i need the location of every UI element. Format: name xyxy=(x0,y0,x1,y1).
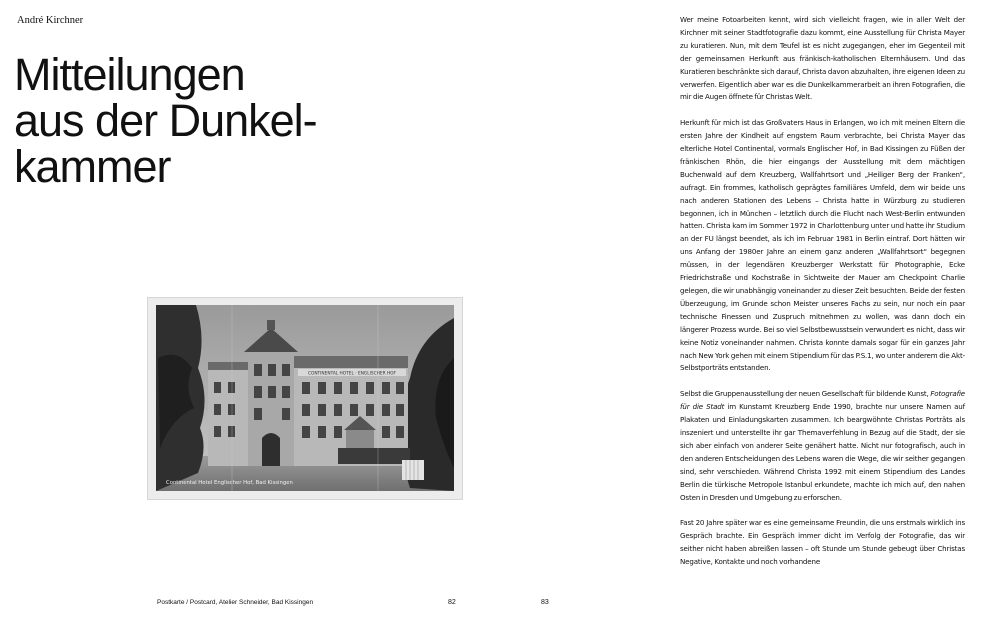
right-page xyxy=(500,0,1000,625)
paragraph-text: im Kunstamt Kreuzberg Ende 1990, brachte nur unsere Namen auf Plakaten und Einladungskarten zusammen. Ich beargwöhnte Christas Porträts als inszeniert und unterstellte ihr gar Themaverfehlung in Bezug auf die Stadt, der sie sich aber einfach von anderer Seite genähert hatte. Nicht nur fotografisch, auch in den anderen Entscheidungen des Lebens waren die Wege, die wir seither gegangen sind, sehr verschieden. Während Christa 1992 mit einem Stipendium des Landes Berlin die türkische Metropole Istanbul erkundete, machte ich mich auf, den nahen Osten in Dresden und Umgebung zu erforschen. xyxy=(680,402,966,502)
paragraph xyxy=(680,388,965,504)
postcard-photo xyxy=(147,297,463,500)
paragraph-text: Selbst die Gruppenausstellung der neuen Gesellschaft für bildende Kunst, xyxy=(680,389,931,399)
image-caption: Postkarte / Postcard, Atelier Schneider, Bad Kissingen xyxy=(157,599,314,606)
title-line: Mitteilungen xyxy=(14,49,245,100)
page-number: 83 xyxy=(541,599,549,606)
title-line: aus der Dunkel- xyxy=(14,95,317,146)
author-name: André Kirchner xyxy=(17,15,84,26)
page-number: 82 xyxy=(448,599,456,606)
hotel-sign-text: CONTINENTAL HOTEL · ENGLISCHER HOF xyxy=(307,371,397,377)
postcard-caption-text: Continental Hotel Englischer Hof, Bad Kissingen xyxy=(166,480,293,486)
title-line: kammer xyxy=(14,141,171,192)
paragraph: Fast 20 Jahre später war es eine gemeinsame Freundin, die uns erstmals wirklich ins Gespräch brachte. Ein Gespräch immer dicht im Verfolg der Fotografie, das wir seither nicht haben abreißen lassen – oft Stunde um Stunde gebeugt über Christas Negative, Kontakte und noch vorhandene xyxy=(680,518,965,567)
paragraph: Herkunft für mich ist das Großvaters Haus in Erlangen, wo ich mit meinen Eltern die ersten Jahre der Kindheit auf engstem Raum verbrachte, bei Christa Mayer das elterliche Hotel Continental, vormals Englischer Hof, in Bad Kissingen zu Füßen der fränkischen Rhön, die hier eingangs der Ausstellung mit dem mächtigen Buchenwald auf dem Kreuzberg, Wallfahrtsort und „Heiliger Berg der Franken“, aufragt. Ein frommes, katholisch geprägtes familiäres Umfeld, dem wir beide uns nach anderen Stationen des Lebens – Christa hatte in Würzburg zu studieren begonnen, ich in München – letztlich durch die Flucht nach West-Berlin entwunden hatten. Christa kam im Sommer 1972 in Charlottenburg unter und hatte ihr Studium an der FU längst beendet, als ich im Februar 1981 in Berlin eintraf. Dort hätten wir uns Anfang der 1980er Jahre an einem ganz anderen „Wallfahrtsort“ begegnen müssen, in der legendären Kreuzberger Werkstatt für Photographie, Ecke Friedrichstraße und Kochstraße in Sichtweite der Mauer am Checkpoint Charlie gelegen, die wir unabhängig voneinander zu dieser Zeit besuchten. Beide der festen Überzeugung, im Grunde schon Meister unseres Fachs zu sein, nur noch ein paar technische Finessen und Zuspruch mitnehmen zu wollen, was dann doch ein längerer Prozess wurde. Bei so viel Selbstbewusstsein verwundert es nicht, dass wir keine Notiz voneinander nahmen. Christa konnte damals sogar für ein ganzes Jahr nach New York gehen mit einem Stipendium für das P.S.1, wo unter anderem die Akt-Selbstporträts entstanden. xyxy=(680,118,965,373)
exhibition-title: Fotografie für die Stadt xyxy=(680,389,965,412)
hotel-postcard-image xyxy=(148,298,462,499)
article-title xyxy=(14,49,317,192)
article-body xyxy=(680,14,965,582)
paragraph: Wer meine Fotoarbeiten kennt, wird sich vielleicht fragen, wie in aller Welt der Kirchner mit seiner Stadtfotografie dazu kommt, eine Ausstellung für Christa Mayer zu kuratieren. Nun, mit dem Teufel ist es nicht zugegangen, eher im Gegenteil mit der gemeinsamen Herkunft aus fränkisch-katholischen Elternhäusern. Und das Kuratieren beschränkte sich darauf, Christa davon abzuhalten, ihre eigenen Ideen zu verwerfen. Eigentlich aber war es die Dunkelkammerarbeit an ihren Fotografien, die mir die Augen öffnete für Christas Welt. xyxy=(680,15,965,102)
